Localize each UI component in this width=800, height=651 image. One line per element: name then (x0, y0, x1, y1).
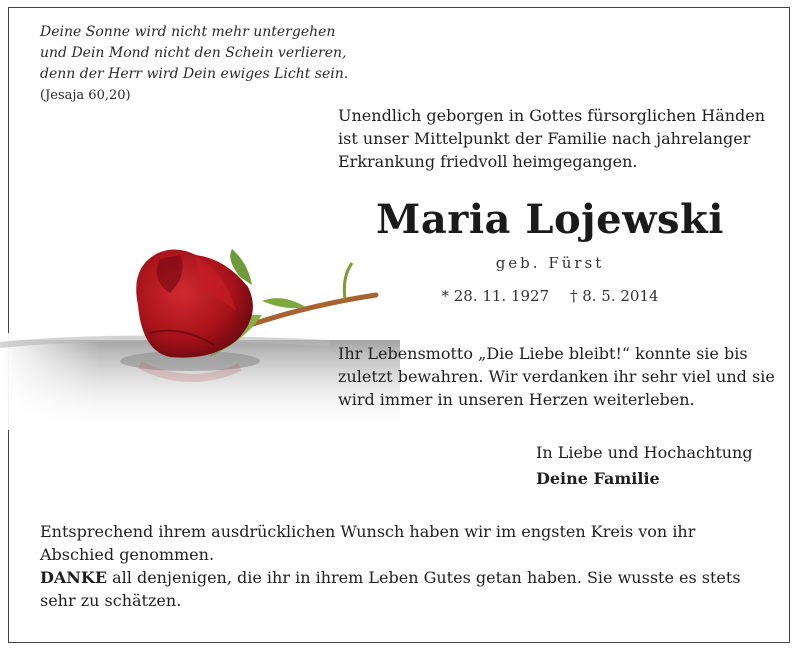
intro-line: Erkrankung friedvoll heimgegangen. (338, 152, 638, 171)
thanks-paragraph (40, 566, 760, 612)
closing-salutation: In Liebe und Hochachtung (536, 443, 753, 462)
life-dates (338, 287, 762, 305)
intro-line: ist unser Mittelpunkt der Familie nach jahrelanger (338, 129, 751, 148)
motto-line: wird immer in unseren Herzen weiterleben. (338, 390, 695, 409)
deceased-name: Maria Lojewski (376, 196, 724, 243)
verse-reference: (Jesaja 60,20) (40, 88, 131, 103)
closing-block (536, 440, 753, 492)
verse-line: Deine Sonne wird nicht mehr untergehen (40, 24, 336, 40)
verse-line: denn der Herr wird Dein ewiges Licht sein. (40, 66, 349, 82)
footer-paragraph: Entsprechend ihrem ausdrücklichen Wunsch haben wir im engsten Kreis von ihr Abschied genommen. (40, 522, 696, 564)
motto-line: zuletzt bewahren. Wir verdanken ihr sehr viel und sie (338, 367, 775, 386)
birth-date: * 28. 11. 1927 (441, 287, 550, 305)
thanks-text: all denjenigen, die ihr in ihrem Leben Gutes getan haben. Sie wusste es stets sehr zu schätzen. (40, 568, 741, 610)
motto-text (338, 342, 775, 411)
motto-line: Ihr Lebensmotto „Die Liebe bleibt!“ konnte sie bis (338, 344, 748, 363)
intro-line: Unendlich geborgen in Gottes fürsorglichen Händen (338, 106, 766, 125)
footer-text (40, 520, 760, 612)
verse-line: und Dein Mond nicht den Schein verlieren, (40, 45, 347, 61)
maiden-name: geb. Fürst (495, 254, 605, 272)
intro-text (338, 104, 766, 173)
bible-verse (40, 22, 348, 106)
death-date: † 8. 5. 2014 (569, 287, 659, 305)
closing-signature: Deine Familie (536, 469, 660, 488)
thanks-word: DANKE (40, 568, 108, 587)
